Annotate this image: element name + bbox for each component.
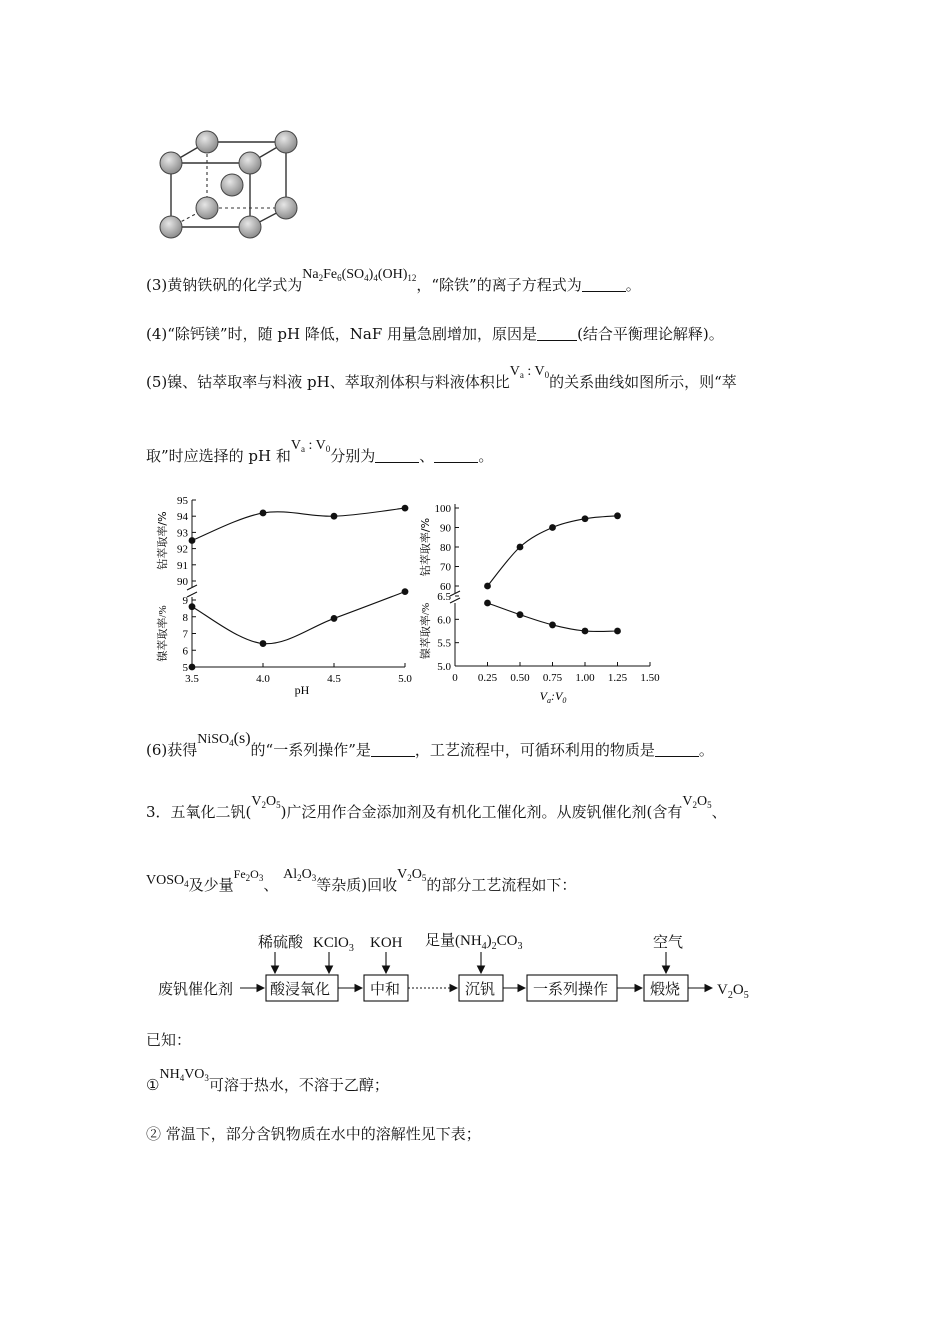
flow-reagent-air: 空气 [653,935,684,951]
x-tick-label: 4.5 [327,673,341,685]
data-point-cobalt [517,544,524,551]
y-tick-label-upper: 94 [177,511,188,524]
y-tick-label-upper: 70 [440,561,451,574]
x-tick-label: 3.5 [185,673,199,685]
y-tick-label-upper: 93 [177,527,188,540]
question-4: (4)“除钙镁”时，随 pH 降低，NaF 用量急剧增加，原因是 (结合平衡理论解释)。 [146,325,724,343]
data-point-nickel [331,615,338,622]
question-6: (6)获得NiSO$_4$(s)的“一系列操作”是 ，工艺流程中，可循环利用的物质是 。 [146,730,714,759]
y-axis-label-upper: 钴萃取率/% [419,517,432,577]
y-tick-label-lower: 5.0 [437,661,451,673]
answer-blank[interactable] [582,277,626,292]
question-5-line2: 取”时应选择的 pH 和$V_a$ : $V_0$分别为 、 。 [146,438,494,465]
flow-step-series-operations: 一系列操作 [533,982,609,998]
ratio-va-v0: $V_a$ : $V_0$ [509,364,550,380]
question-5-line1: (5)镍、钴萃取率与料液 pH、萃取剂体积与料液体积比$V_a$ : $V_0$的关系曲线如图所示，则“萃 [146,364,737,391]
x-tick-label: 1.25 [607,672,628,684]
answer-blank-ph[interactable] [375,448,419,463]
y-tick-label-upper: 100 [434,503,451,515]
x-tick-label: 0.75 [542,672,563,684]
known-title: 已知： [146,1031,192,1049]
data-point-cobalt [260,510,267,517]
y-tick-label-upper: 60 [440,581,451,593]
chart-ratio-extraction [415,490,670,710]
formula-natrojarosite: $Na_2Fe_6(SO_4)_4(OH)_{12}$ [302,267,417,283]
chart-ph-extraction [150,490,425,710]
x-tick-label: 1.50 [640,672,660,684]
answer-blank-ratio[interactable] [434,448,478,463]
question-main-line1: 3．五氧化二钒$(V_2O_5)$广泛用作合金添加剂及有机化工催化剂。从废钒催化剂(含有$V_2O_5$、 [146,794,727,821]
y-axis-label-lower: 镍萃取率/% [157,605,169,662]
formula-voso4: $VOSO_4$ [146,873,189,889]
y-tick-label-upper: 90 [177,576,188,588]
answer-blank[interactable] [371,742,415,757]
data-point-nickel [484,600,491,607]
y-axis-label-lower: 镍萃取率/% [420,602,432,660]
data-point-nickel [517,611,524,618]
flow-step-vanadium-precipitation: 沉钒 [465,982,496,998]
data-point-cobalt [402,505,409,512]
data-point-nickel [189,603,196,610]
ratio-va-v0: $V_a$ : $V_0$ [290,438,331,454]
x-axis-label: pH [294,683,310,697]
x-tick-label: 0 [452,672,458,684]
flow-reagent-kclo3: KClO$_3$ [313,935,354,954]
y-tick-label-lower: 5 [182,662,188,674]
process-flow-diagram [150,925,790,1015]
answer-blank[interactable] [655,742,699,757]
y-tick-label-lower: 8 [182,611,188,624]
y-tick-label-lower: 9 [182,595,188,607]
flow-reagent-ammonium-carbonate: 足量$(NH_4)_2CO_3$ [425,933,523,952]
y-tick-label-lower: 7 [182,628,188,641]
x-tick-label: 1.00 [575,672,595,684]
data-point-nickel [189,664,196,671]
crystal-cell-figure [150,128,310,248]
y-tick-label-upper: 90 [440,522,451,535]
flow-output-v2o5: $V_2O_5$ [717,982,749,1001]
flow-step-calcination: 煅烧 [650,982,681,998]
data-point-nickel [402,588,409,595]
data-point-nickel [614,628,621,635]
data-point-nickel [260,640,267,647]
formula-v2o5: $V_2O_5$ [251,794,281,810]
answer-blank[interactable] [537,326,577,341]
x-tick-label: 5.0 [398,673,412,685]
y-axis-label-upper: 钴萃取率/% [156,511,169,570]
data-point-cobalt [582,515,589,522]
y-tick-label-upper: 91 [177,559,188,572]
y-tick-label-upper: 92 [177,543,188,556]
formula-v2o5: $V_2O_5$ [397,867,427,883]
y-tick-label-lower: 6 [182,645,188,658]
x-tick-label: 0.25 [477,672,498,684]
question-3: (3)黄钠铁矾的化学式为$Na_2Fe_6(SO_4)_4(OH)_{12}$，“除铁”的离子方程式为 。 [146,267,641,294]
formula-fe2o3: Fe2O3 [233,867,264,883]
known-item-2: ② 常温下，部分含钒物质在水中的溶解性见下表； [146,1125,481,1143]
flow-reagent-dilute-sulfuric-acid: 稀硫酸 [258,935,304,951]
data-point-nickel [582,628,589,635]
flow-step-acid-leach-oxidation: 酸浸氧化 [270,982,331,998]
formula-nh4vo3: $NH_4VO_3$ [159,1067,209,1083]
formula-al2o3: $Al_2O_3$ [283,867,317,883]
flow-input-label: 废钒催化剂 [158,982,234,998]
x-axis-label: $V_a:V_0$ [539,689,567,705]
data-point-cobalt [331,513,338,520]
question-main-line2: $VOSO_4$及少量$^{Fe_2O_3}$、 $Al_2O_3$等杂质)回收$V_2O_5$的部分工艺流程如下： [146,867,577,894]
formula-v2o5: $V_2O_5$ [682,794,712,810]
data-point-cobalt [614,512,621,519]
known-item-1: $①NH_4VO_3$可溶于热水，不溶于乙醇； [146,1067,389,1094]
flow-step-neutralization: 中和 [370,982,401,998]
flow-reagent-koh: KOH [370,935,403,951]
y-tick-label-lower: 5.5 [437,637,451,650]
x-tick-label: 4.0 [256,673,270,685]
series-line-cobalt [192,508,405,540]
data-point-nickel [549,622,556,629]
data-point-cobalt [484,583,491,590]
x-tick-label: 0.50 [510,672,530,684]
formula-niso4: NiSO$_4$(s) [197,730,251,748]
data-point-cobalt [189,537,196,544]
y-tick-label-lower: 6.5 [437,591,451,603]
data-point-cobalt [549,524,556,531]
y-tick-label-upper: 95 [177,495,188,507]
series-line-nickel [192,592,405,644]
y-tick-label-upper: 80 [440,542,451,554]
y-tick-label-lower: 6.0 [437,614,451,627]
